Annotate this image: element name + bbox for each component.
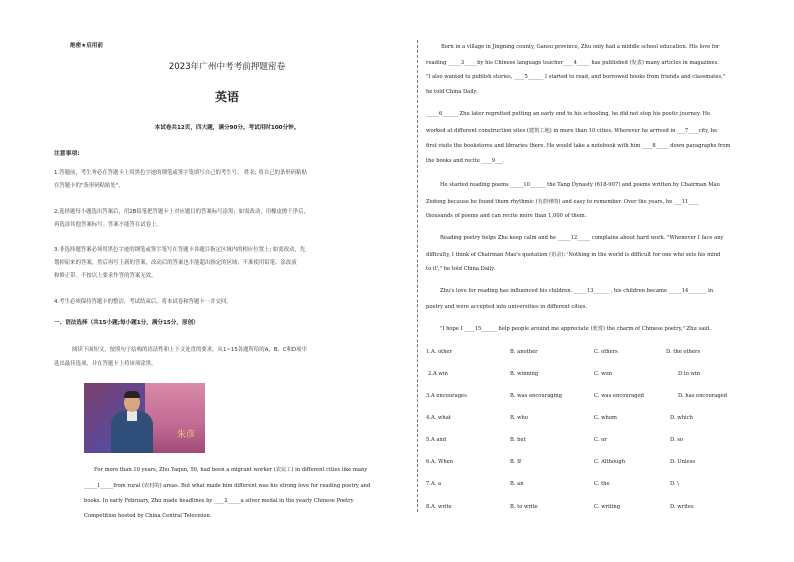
option-4c[interactable]: C. whom xyxy=(594,415,617,421)
instruction-line: 阅读下面短文，按照句子结构的语法性和上下文连贯的要求，从1~15各题所给的A、B、C和D项中 xyxy=(72,347,307,353)
exam-subject: 英语 xyxy=(214,90,239,104)
passage-line: For more than 10 years, Zhu Yaqun, 50, had been a migrant worker (农民工) in different cities like many xyxy=(94,467,368,473)
option-7c[interactable]: C. the xyxy=(594,481,610,487)
note-line: 1.答题前，考生务必在答题卡上用黑色字迹的钢笔或签字笔填写自己的考生号、 姓名; 将自己的条形码粘贴 xyxy=(54,170,307,176)
passage-line: Reading poetry helps Zhu keep calm and he _____12_____ complains about hard work. "Whenever I face any xyxy=(440,235,724,241)
passage-line: difficulty, I think of Chairman Mao's quotation (语录): 'Nothing in the world is difficult for one who sets his mind xyxy=(426,252,721,258)
option-8b[interactable]: B. to write xyxy=(510,504,538,510)
note-line: 2.选择题每小题选出答案后，用2B铅笔把答题卡上对应题目的答案标号涂黑；如需改动，用橡皮擦干净后， xyxy=(54,209,309,215)
passage-line: the books and recite ____9___. xyxy=(426,158,505,164)
passage-line: _____6______ Zhu later regretted putting an early end to his schooling, he did not stop his poetic journey. He xyxy=(426,111,711,117)
option-4a[interactable]: 4.A. what xyxy=(426,415,451,421)
passage-line: worked at different construction sites (建筑工地) in more than 10 cities. Wherever he arrived in ___7____city, he xyxy=(426,128,718,134)
passage-line: "I also wanted to publish stories, ____5______ I started to read, and borrowed books from friends and classmates," xyxy=(426,74,726,80)
option-5b[interactable]: B. but xyxy=(510,437,526,443)
option-2b[interactable]: B. winning xyxy=(510,371,539,377)
option-8c[interactable]: C. writing xyxy=(594,504,621,510)
passage-line: "I hope I ____15______ help people around me appreciate (欣赏) the charm of Chinese poetry," Zhu said. xyxy=(440,326,711,332)
option-5a[interactable]: 5.A and xyxy=(426,437,447,443)
option-7d[interactable]: D. \ xyxy=(670,481,680,487)
option-6d[interactable]: D. Unless xyxy=(670,459,696,465)
instruction-line: 选出最佳选项，并在答题卡上将该项涂黑。 xyxy=(54,361,157,367)
column-divider xyxy=(417,40,418,512)
passage-line: Born in a village in Jingning county, Gansu province, Zhu only had a middle school education. His love for xyxy=(441,44,720,50)
exam-info: 本试卷共12页，四大题，满分90分。考试用时100分钟。 xyxy=(154,125,300,131)
passage-line: _____1_____from rural (农村的) areas. But what made him different was his strong love for reading poetry and xyxy=(84,483,371,489)
option-6c[interactable]: C. Although xyxy=(594,459,626,465)
note-line: 和修正带。不按以上要求作答的答案无效。 xyxy=(54,273,157,279)
option-1d[interactable]: D. the others xyxy=(666,349,701,355)
option-7b[interactable]: B. an xyxy=(510,481,524,487)
option-5c[interactable]: C. or xyxy=(594,437,607,443)
option-1b[interactable]: B. another xyxy=(510,349,538,355)
option-6a[interactable]: 6.A. When xyxy=(426,459,454,465)
passage-line: Zhu's love for reading has influenced his children. _____13______ , his children became _____14_______ in xyxy=(440,288,714,294)
note-line: 4.考生必须保持答题卡的整洁，考试结束后，将本试卷和答题卡一并交回。 xyxy=(54,299,232,305)
option-1c[interactable]: C. others xyxy=(594,349,618,355)
exam-title: 2023年广州中考考前押题密卷 xyxy=(168,62,286,72)
passage-line: thousands of poems and can recite more than 1,000 of them. xyxy=(426,213,587,219)
option-7a[interactable]: 7.A. a xyxy=(426,481,442,487)
option-4d[interactable]: D. which xyxy=(670,415,693,421)
option-3d[interactable]: D. has encouraged xyxy=(678,393,728,399)
passage-line: He started reading poems _____10______ the Tang Dynasty (618-907) and poems written by Chairman Mao xyxy=(440,182,720,188)
note-line: 在答题卡的"条形码粘贴处"。 xyxy=(54,183,124,189)
passage-line: Competition hosted by China Central Television. xyxy=(84,513,212,519)
option-8a[interactable]: 8.A. write xyxy=(426,504,452,510)
notes-heading: 注意事项: xyxy=(54,151,80,157)
photo-caption: 朱彦 xyxy=(176,430,195,440)
secret-label: 绝密★启用前 xyxy=(70,43,103,49)
passage-line: to it'," he told China Daily. xyxy=(426,266,496,272)
option-8d[interactable]: D. writes xyxy=(670,504,694,510)
portrait-photo xyxy=(84,383,205,453)
option-1a[interactable]: 1.A. other xyxy=(426,349,453,355)
note-line: 划掉原来的答案，然后再写上新的答案，改动后的答案也不能超出指定的区域；不准使用铅笔、涂改液 xyxy=(54,260,297,266)
option-3c[interactable]: C. was encouraged xyxy=(594,393,644,399)
passage-line: Zedong because he found them rhythmic (有韵律的) and easy to remember. Over the years, he ___11____ xyxy=(426,199,699,205)
passage-line: books. In early February, Zhu made headlines by ____2_____a silver medal in the yearly Chinese Poetry xyxy=(84,498,354,504)
option-6b[interactable]: B. If xyxy=(510,459,522,465)
passage-line: first visits the bookstores and libraries there. He would take a notebook with him ____8_____ down paragraphs from xyxy=(426,143,731,149)
option-5d[interactable]: D. so xyxy=(670,437,684,443)
passage-line: reading _____3_____by his Chinese language teacher____4_____ has published (发表) many articles in magazines. xyxy=(426,60,719,66)
passage-line: he told China Daily. xyxy=(426,89,478,95)
section1-heading: 一、语法选择（共15小题;每小题1分，满分15分，原创） xyxy=(54,320,199,326)
note-line: 再选涂其他答案标号。答案不能答在试卷上。 xyxy=(54,222,162,228)
option-2a[interactable]: 2.A win xyxy=(428,371,448,377)
option-3b[interactable]: B. was encouraging xyxy=(510,393,562,399)
passage-line: poetry and were accepted into universities in different cities. xyxy=(426,304,588,310)
option-3a[interactable]: 3.A encourages xyxy=(426,393,467,399)
option-2c[interactable]: C. won xyxy=(594,371,612,377)
option-2d[interactable]: D.to win xyxy=(678,371,700,377)
note-line: 3.非选择题答案必须用黑色字迹的钢笔或签字笔写在答题卡各题目指定区域内的相应位置上; 如需改动，先 xyxy=(54,247,306,253)
option-4b[interactable]: B. who xyxy=(510,415,529,421)
